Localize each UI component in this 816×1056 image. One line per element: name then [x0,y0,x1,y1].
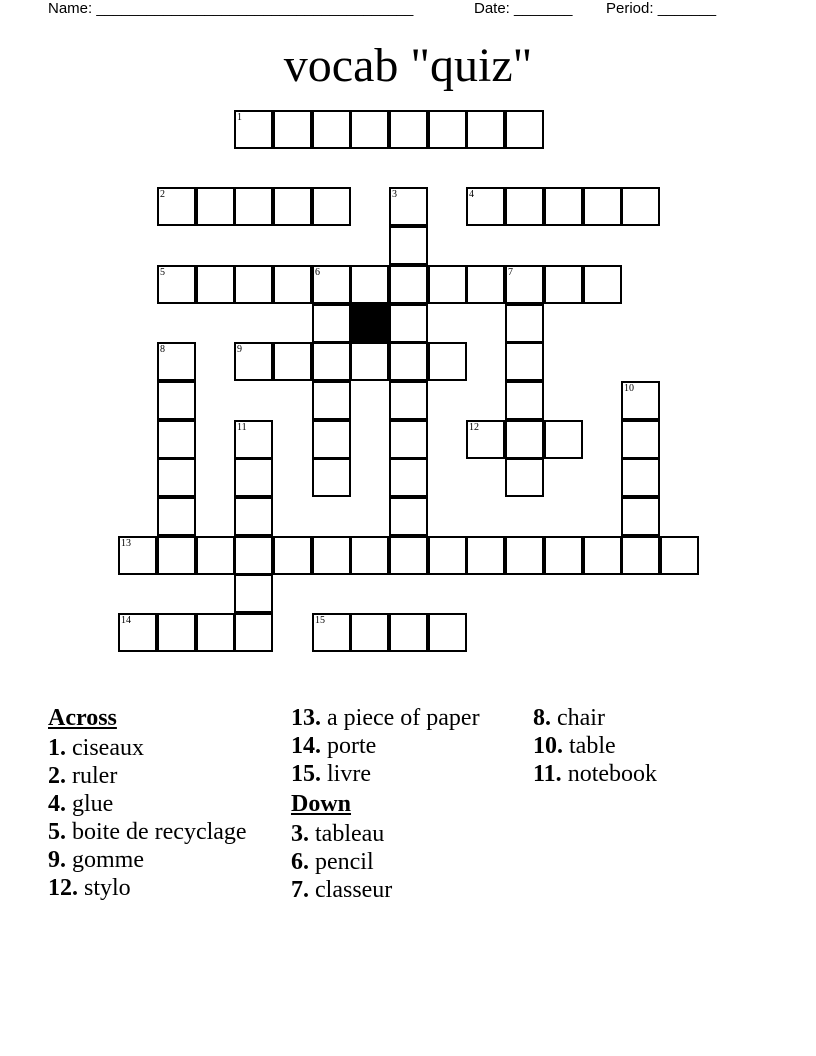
period-field[interactable]: Period: _______ [606,0,717,17]
crossword-cell[interactable] [428,613,467,652]
crossword-cell[interactable] [157,458,196,497]
crossword-cell[interactable] [118,613,157,652]
across-clue-2: 2. ruler [48,763,118,789]
crossword-cell[interactable] [157,420,196,459]
crossword-cell[interactable] [466,110,505,149]
clue-number: 3 [392,189,397,200]
crossword-cell[interactable] [466,420,505,459]
across-clue-15: 15. livre [291,761,371,787]
crossword-cell[interactable] [312,613,351,652]
crossword-cell[interactable] [583,187,622,226]
crossword-cell[interactable] [505,342,544,381]
clue-number: 15 [315,615,325,626]
crossword-cell[interactable] [505,536,544,575]
clue-number: 8 [160,344,165,355]
crossword-cell[interactable] [118,536,157,575]
crossword-cell[interactable] [389,226,428,265]
down-clue-3: 3. tableau [291,821,385,847]
clue-number: 4 [469,189,474,200]
crossword-cell[interactable] [621,420,660,459]
crossword-cell[interactable] [389,536,428,575]
clue-number: 12 [469,422,479,433]
crossword-cell[interactable] [157,381,196,420]
crossword-cell[interactable] [583,536,622,575]
crossword-cell[interactable] [312,187,351,226]
crossword-cell[interactable] [389,420,428,459]
crossword-cell[interactable] [312,381,351,420]
crossword-cell[interactable] [621,497,660,536]
crossword-cell[interactable] [273,110,312,149]
crossword-cell[interactable] [234,265,273,304]
crossword-cell[interactable] [273,265,312,304]
crossword-cell[interactable] [196,187,235,226]
crossword-cell[interactable] [660,536,699,575]
crossword-cell[interactable] [466,187,505,226]
crossword-cell[interactable] [273,187,312,226]
crossword-cell[interactable] [505,381,544,420]
crossword-cell[interactable] [234,187,273,226]
crossword-cell[interactable] [196,265,235,304]
crossword-cell[interactable] [466,265,505,304]
date-field[interactable]: Date: _______ [474,0,573,17]
crossword-cell[interactable] [621,187,660,226]
clue-number: 11 [237,422,247,433]
crossword-cell[interactable] [196,536,235,575]
crossword-cell[interactable] [350,265,389,304]
crossword-cell[interactable] [621,536,660,575]
across-clue-12: 12. stylo [48,875,131,901]
crossword-cell[interactable] [273,342,312,381]
crossword-cell[interactable] [157,187,196,226]
crossword-cell[interactable] [544,420,583,459]
down-heading: Down [291,791,352,817]
crossword-cell[interactable] [428,536,467,575]
clue-number: 1 [237,112,242,123]
crossword-cell[interactable] [234,574,273,613]
crossword-cell[interactable] [234,458,273,497]
down-clue-7: 7. classeur [291,877,393,903]
crossword-cell[interactable] [157,497,196,536]
crossword-cell[interactable] [544,265,583,304]
crossword-cell[interactable] [389,381,428,420]
crossword-cell[interactable] [505,110,544,149]
crossword-cell[interactable] [312,342,351,381]
crossword-cell[interactable] [234,536,273,575]
across-heading: Across [48,705,117,731]
crossword-cell[interactable] [389,187,428,226]
crossword-cell[interactable] [505,420,544,459]
crossword-cell[interactable] [621,458,660,497]
clue-number: 7 [508,267,513,278]
across-clue-1: 1. ciseaux [48,735,144,761]
crossword-cell[interactable] [157,613,196,652]
crossword-cell[interactable] [273,536,312,575]
crossword-cell[interactable] [389,304,428,343]
clue-number: 2 [160,189,165,200]
crossword-cell[interactable] [505,187,544,226]
down-clue-6: 6. pencil [291,849,374,875]
down-clue-10: 10. table [533,733,616,759]
across-clue-13: 13. a piece of paper [291,705,480,731]
crossword-cell[interactable] [428,342,467,381]
crossword-cell[interactable] [157,342,196,381]
down-clue-8: 8. chair [533,705,605,731]
crossword-cell[interactable] [350,613,389,652]
crossword-cell[interactable] [466,536,505,575]
crossword-cell[interactable] [312,536,351,575]
across-clue-4: 4. glue [48,791,114,817]
crossword-cell[interactable] [389,110,428,149]
clue-number: 6 [315,267,320,278]
crossword-cell[interactable] [350,342,389,381]
crossword-cell[interactable] [389,265,428,304]
crossword-cell[interactable] [428,265,467,304]
crossword-cell[interactable] [544,187,583,226]
crossword-cell[interactable] [312,304,351,343]
page-title: vocab "quiz" [283,39,533,92]
crossword-cell[interactable] [312,110,351,149]
crossword-cell[interactable] [389,497,428,536]
crossword-cell[interactable] [505,304,544,343]
crossword-cell[interactable] [389,613,428,652]
crossword-cell[interactable] [157,265,196,304]
crossword-cell[interactable] [544,536,583,575]
crossword-cell[interactable] [234,342,273,381]
crossword-cell[interactable] [389,458,428,497]
crossword-cell[interactable] [234,420,273,459]
crossword-cell[interactable] [234,497,273,536]
crossword-cell[interactable] [312,458,351,497]
crossword-cell[interactable] [350,536,389,575]
clue-number: 9 [237,344,242,355]
crossword-cell[interactable] [505,265,544,304]
across-clue-14: 14. porte [291,733,377,759]
down-clue-11: 11. notebook [533,761,658,787]
crossword-cell[interactable] [234,110,273,149]
crossword-cell[interactable] [428,110,467,149]
clues-column-1 [48,702,248,902]
crossword-cell[interactable] [157,536,196,575]
clues-column-2 [291,702,491,904]
across-clue-5: 5. boite de recyclage [48,819,247,845]
name-field[interactable]: Name: ______________________________________ [48,0,414,17]
clues-column-3 [533,702,773,788]
crossword-cell[interactable] [196,613,235,652]
crossword-cell[interactable] [505,458,544,497]
crossword-cell[interactable] [389,342,428,381]
crossword-black-cell [350,304,389,343]
crossword-cell[interactable] [312,420,351,459]
clue-number: 10 [624,383,634,394]
across-clue-9: 9. gomme [48,847,144,873]
crossword-cell[interactable] [621,381,660,420]
clue-number: 5 [160,267,165,278]
crossword-cell[interactable] [583,265,622,304]
clue-number: 14 [121,615,131,626]
clue-number: 13 [121,538,131,549]
crossword-cell[interactable] [350,110,389,149]
crossword-cell[interactable] [234,613,273,652]
crossword-cell[interactable] [312,265,351,304]
